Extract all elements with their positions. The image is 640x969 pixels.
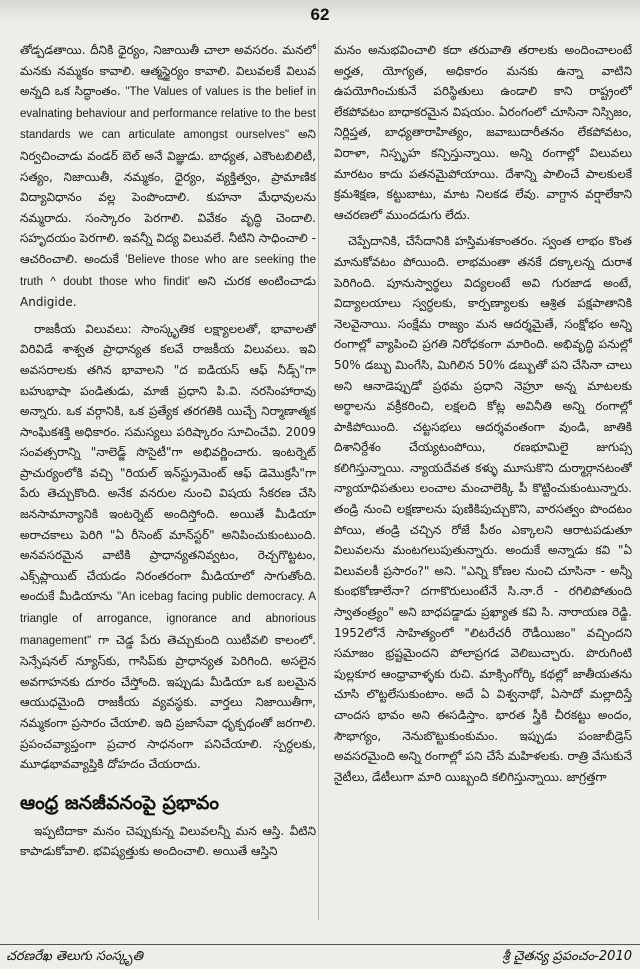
english-quote: 'Believe those who are seeking the truth ^ doubt those who findit' — [20, 253, 316, 288]
paragraph — [334, 231, 632, 787]
footer-rule — [0, 944, 640, 945]
paragraph-text: తోడ్పడతాయి. దీనికి ధైర్యం, నిజాయితీ చాలా అవసరం. మనలో మనకు నమ్మకం కావాలి. ఆత్మస్థైర్యం కావాలి. విలువలకే విలువ అన్నది ఒక సిద్ధాంతం. — [20, 43, 316, 99]
footer-issue: శ్రీ చైతన్య ప్రపంచం-2010 — [502, 949, 632, 964]
left-column — [20, 40, 316, 918]
english-quote: "An icebag facing public democracy. A triangle of arrogance, ignorance and abnorious management" — [20, 591, 316, 647]
paragraph-text: ఇప్పటిదాకా మనం చెప్పుకున్న విలువలన్నీ మన ఆస్తి. వీటిని కాపాడుకోవాలి. భవిష్యత్తుకు అందించాలి. అయితే ఆస్తిని — [20, 823, 316, 859]
paragraph — [20, 319, 316, 775]
page-number: 62 — [310, 5, 330, 24]
paragraph-text: అని నిర్వచించాడు వండర్ బెల్ అనే విజ్ఞుడు. బాధ్యత, ఎకౌంటబిలిటీ, సత్యం, నిజాయితీ, నమ్మకం, ధైర్యం, వ్యక్తిత్వం, ప్రామాణిక విద్యావిధానం వల్ల పెంపొందాలి. కుహనా మేధావులను నమ్మరాదు. సంస్కారం పెరగాలి. వివేకం వృద్ధి చెందాలి. సహృదయం పెరగాలి. ఇవన్నీ విద్య విలువలే. నీటిని సాధించాలి - ఆచరించాలి. అందుకే — [20, 127, 316, 266]
section-heading: ఆంధ్ర జనజీవనంపై ప్రభావం — [20, 791, 219, 814]
paragraph-text: రాజకీయ విలువలు: సాంస్కృతిక లక్ష్యాలలతో, భావాలతో విరివిడే శాశ్వత ప్రాధాన్యత కలవే రాజకీయ విలువలు. ఇవి అవసరాలకు తగిన భావాలని "ద ఐడియస్ ఆఫ్ నీడ్స్"గా బహుభాషా పండితుడు, మాజీ ప్రధాని పి.వి. నరసింహారావు అన్నారు. ఒక వర్గానికి, ఒక ప్రత్యేక తరగతికి యిచ్చే నిర్మాణాత్మక సాంఘికశక్తి అధికారం. సమస్యలు పరిష్కారం సూచించేవి. 2009 సంవత్సరాన్ని "నాలెడ్జ్ సొసైటీ"గా అభివర్ణించారు. ఇంటర్నెట్ ప్రాచుర్యంలోకి వచ్చి "రియల్ ఇన్‌స్ట్రుమెంట్ ఆఫ్ డెమొక్రసీ"గా పేరు తెచ్చుకొంది. అనేక వనరుల నుంచి విషయ సేకరణ చేసి జనసామాన్యానికి ఇంటర్నెట్ అందిస్తోంది. అయితే మీడియా అరాచకాలు పెరిగి "ఏ రీసెంట్ మాన్‌స్టర్" అనిపించుకుంటుంది. అనవసరమైన వాటికి ప్రాధాన్యతనివ్వటం, రెచ్చగొట్టటం, ఎక్స్‌ప్లాయిట్ చేయడం నిరంతరంగా మీడియాలో సాగుతోంది. అందుకే మీడియాను — [20, 321, 316, 604]
paragraph-text: గా చెడ్డ పేరు తెచ్చుకుంది యిటీవలి కాలంలో. సెన్సేషనల్ న్యూస్‌కు, గాసిప్‌కు ప్రాధాన్యత పెరిగింది. అసలైన అవగాహనకు దూరం చేస్తోంది. ఇప్పుడు మీడియా ఒక బలమైన ఆయుధమైంది రాజకీయ వ్యవస్థకు. వార్తలు నిజాయితీగా, నమ్మకంగా ప్రసారం చేయాలి. ఇది ప్రజాసేవా ధృక్పథంతో జరగాలి. ప్రపంచవ్యాప్తంగా ప్రచార సాధనంగా పనిచేయాలి. స్పర్ధలకు, మూఢభావవ్యాప్తికి దోహదం చేయరాదు. — [20, 632, 316, 772]
paragraph-text: అని చురక అంటించాడు Andigide. — [20, 273, 316, 310]
footer-publication: చరణరేఖ తెలుగు సంస్కృతి — [6, 949, 143, 964]
paragraph-text: చెప్పేదానికి, చేసేదానికి హస్తిమశకాంతరం. స్వంత లాభం కొంత మానుకోవటం పోయింది. లాభమంతా తనకే దక్కాలన్న దురాశ పెరిగింది. పూనుస్వార్థలు విద్యలంటే అవి గురజాడ అంటే, విద్యాలయాలు స్వర్ధలకు, కార్పణ్యాలకు ఆశ్రిత పక్షపాతానికి నెలవైనాయి. సంక్షేమ రాజ్యం మన ఆదర్శమైతే, సంక్షోభం అన్ని రంగాల్లో వ్యాపించి ప్రగతి నిరోధకంగా మారింది. అభివృద్ధి పనుల్లో 50% డబ్బు మింగేసి, మిగిలిన 50% డబ్బుతో పని చేసినా చాలు అని ఆనాడెప్పుడో ప్రథమ ప్రధాని నెహ్రూ అన్న మాటలకు అర్థాలను వక్రీకరించి, లక్షలది కోట్ల అవినీతి అన్ని రంగాల్లో పాకిపోయింది. చట్టసభలు ఆదర్శవంతంగా వుండి, జాతికి దిశానిర్దేశం చేయ్యటంపోయి, రణభూమిలై జుగుప్స కలిగిస్తున్నాయి. న్యాయదేవత కళ్ళు మూసుకొని దుర్మార్గానటంతో న్యాయాధిపతులు లంచాల మంచాలెక్కి పీ కొట్టించుకుంటున్నారు. తండ్రి నుంచి లక్షణాలను పుణికిపుచ్చుకొని, వారసత్వం పొందటం పోయి, తండ్రి చచ్చిన రోజే పీఠం ఎక్కాలని ఆరాటపడుతూ విలువలను మంటగలుపుతున్నారు. అందుకే అన్నాడు కవి "ఏ విలువలకీ ప్రసారం?" అని. "ఎన్ని కోణల నుంచి చూసినా - అన్నీ కుంభకోణాలేనా? దగాకొరులుంటేనే సి.నా.రే - రగిలిపోతుంది స్వాతంత్ర్యం" అని బాధపడ్డాడు ప్రఖ్యాత కవి సి. నారాయణ రెడ్డి. 1952లోనే సాహిత్యంలో "లిటరేచరీ రౌడీయిజం" వచ్చిందని సమాజం భ్రష్టమైందని పోలాప్రగడ వెలిబుచ్చారు. పొరుగింటి పుల్లకూర ఆంధ్రావాళ్ళకు రుచి. మాక్సింగోర్కి కథల్లో జాతీయతను చూసి లొట్టలేసుకుంటాం. అదే ఏ విశ్వనాథో, ఏసాదో మల్లాదిస్తే చాందస భావం అని ఈసడిస్తాం. భారత స్త్రీకి చీరకట్టు అందం, సౌభాగ్యం, నెనుబొట్టుకుంకుమం. ఇప్పుడు పంజాబీడ్రెస్ అవసరమైంది అన్ని రంగాల్లో పని చేసే మహిళలకు. రాత్రి వేసుకునే నైటీలు, డేటీలుగా మారి యిబ్బంది కలిగిస్తున్నాయి. జాగ్రత్తగా — [334, 234, 632, 784]
paragraph — [20, 821, 316, 862]
column-divider — [318, 40, 319, 920]
right-column — [334, 40, 632, 918]
paragraph — [20, 40, 316, 313]
paragraph-text: మనం అనుభవించాలి కదా తరువాతి తరాలకు అందించాలంటే అర్హత, యోగ్యత, అధికారం మనకు ఉన్నా వాటిని ఉపయోగించుకునే పరిస్థితులు ఉండాలి కాని రాష్ట్రంలో లేకపోవటం బాధాకరమైన విషయం. ఏరంగంలో చూసినా నిస్సిజం, నిర్లిప్తత, బాధ్యతారాహిత్యం, జవాబుదారీతనం లేకపోవటం, విరాళా, నిస్పృహ కన్పిస్తున్నాయి. అన్ని రంగాల్లో విలువలు మారటం కాదు పతనమైపోయాయి. దేశాన్ని పాలించే పాలకులకే క్రమశిక్షణ, కట్టుబాటు, మాట నిలకడ లేవు. వాగ్దాన వర్షాలేకాని ఆచరణలో ముందడుగు లేదు. — [334, 43, 632, 222]
english-quote: "The Values of values is the belief in evalnating behaviour and performance relative to the best standards we can articulate amongst ourselves" — [20, 86, 316, 142]
paragraph — [334, 40, 632, 225]
